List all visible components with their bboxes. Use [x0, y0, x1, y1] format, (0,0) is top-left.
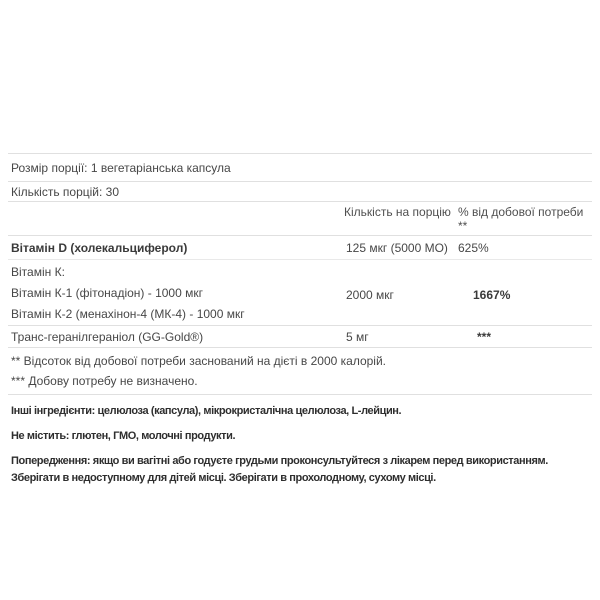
warning-text: Попередження: якщо ви вагітні або годуєте грудьми проконсультуйтеся з лікарем перед використанням. Зберігати в недоступному для дітей місці. Зберігати в прохолодному, сухому місці.	[11, 455, 556, 484]
nutrient-row-geranylgeraniol	[8, 326, 592, 348]
nutrient-row-vitamin-k	[8, 260, 592, 326]
free-of-text: Не містить: глютен, ГМО, молочні продукти.	[11, 430, 236, 442]
nutrient-name: Вітамін К-2 (менахінон-4 (МК-4) - 1000 мкг	[11, 307, 245, 321]
nutrient-dv: ***	[477, 330, 492, 344]
footnotes-section	[8, 348, 592, 395]
footnote-not-established: *** Добову потребу не визначено.	[11, 374, 198, 388]
nutrient-name-group	[8, 262, 344, 325]
amount-column-header: Кількість на порцію	[344, 205, 451, 219]
nutrient-name: Транс-геранілгераніол (GG-Gold®)	[11, 330, 204, 344]
table-header-row	[8, 202, 592, 236]
dv-column-header: % від добової потреби **	[458, 205, 584, 233]
footnote-daily-value: ** Відсоток від добової потреби заснований на дієті в 2000 калорій.	[11, 354, 387, 368]
servings-count-row: Кількість порцій: 30	[8, 182, 592, 202]
other-ingredients-text: Інші інгредієнти: целюлоза (капсула), мікрокристалічна целюлоза, L-лейцин.	[11, 405, 402, 417]
nutrient-amount: 2000 мкг	[346, 288, 394, 302]
nutrient-dv: 625%	[458, 241, 489, 255]
nutrient-name: Вітамін D (холекальциферол)	[11, 241, 188, 255]
nutrient-name: Вітамін К-1 (фітонадіон) - 1000 мкг	[11, 286, 203, 300]
nutrient-amount: 125 мкг (5000 МО)	[346, 241, 448, 255]
nutrient-row-vitamin-d	[8, 236, 592, 260]
nutrient-name: Вітамін К:	[11, 265, 65, 279]
nutrient-amount: 5 мг	[346, 330, 369, 344]
supplement-facts-panel	[8, 153, 592, 495]
serving-size-row: Розмір порції: 1 вегетаріанська капсула	[8, 154, 592, 182]
nutrient-column-spacer	[8, 205, 344, 233]
nutrient-dv: 1667%	[473, 288, 511, 302]
additional-info-section	[8, 395, 592, 487]
